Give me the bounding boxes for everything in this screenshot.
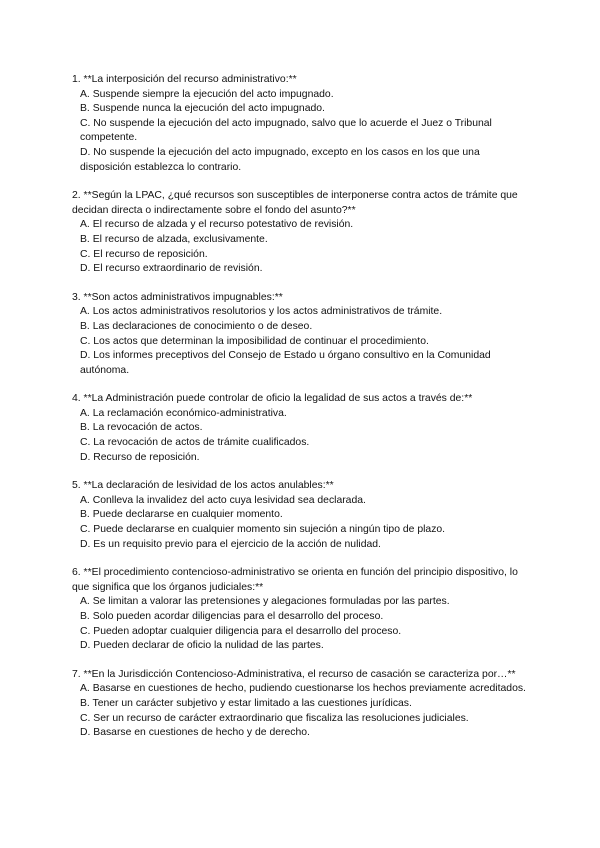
option-c: C. Puede declararse en cualquier momento sin sujeción a ningún tipo de plazo. (80, 524, 446, 536)
option-d: D. Es un requisito previo para el ejercicio de la acción de nulidad. (80, 538, 381, 550)
option-a: A. La reclamación económico-administrativa. (80, 407, 287, 419)
option-d: D. Recurso de reposición. (80, 451, 200, 463)
option-b: B. Las declaraciones de conocimiento o de deseo. (80, 320, 313, 332)
question-4 (72, 392, 532, 465)
option-b: B. Puede declararse en cualquier momento. (80, 509, 283, 521)
question-text: 4. **La Administración puede controlar de oficio la legalidad de sus actos a través de:** (72, 393, 473, 405)
option-d: D. El recurso extraordinario de revisión. (80, 263, 263, 275)
option-d: D. No suspende la ejecución del acto impugnado, excepto en los casos en los que una disposición establezca lo contrario. (80, 146, 480, 173)
option-d: D. Pueden declarar de oficio la nulidad de las partes. (80, 640, 324, 652)
option-b: B. Tener un carácter subjetivo y estar limitado a las cuestiones jurídicas. (80, 697, 412, 709)
option-b: B. Suspende nunca la ejecución del acto impugnado. (80, 103, 325, 115)
option-a: A. Los actos administrativos resolutorios y los actos administrativos de trámite. (80, 306, 443, 318)
question-text: 1. **La interposición del recurso administrativo:** (72, 74, 297, 85)
question-3 (72, 291, 532, 379)
option-c: C. Ser un recurso de carácter extraordinario que fiscaliza las resoluciones judiciales. (80, 712, 469, 724)
option-c: C. La revocación de actos de trámite cualificados. (80, 437, 310, 449)
question-text: 7. **En la Jurisdicción Contencioso-Administrativa, el recurso de casación se caracteriza por…** (72, 668, 516, 680)
question-7 (72, 668, 532, 741)
option-d: D. Los informes preceptivos del Consejo de Estado u órgano consultivo en la Comunidad autónoma. (80, 350, 491, 376)
option-c: C. Los actos que determinan la imposibilidad de continuar el procedimiento. (80, 335, 429, 347)
question-2 (72, 189, 532, 277)
question-text: 2. **Según la LPAC, ¿qué recursos son susceptibles de interponerse contra actos de trámite que decidan directa o indirectamente sobre el fondo del asunto?** (72, 190, 518, 216)
option-c: C. No suspende la ejecución del acto impugnado, salvo que lo acuerde el Juez o Tribunal competente. (80, 117, 492, 144)
question-text: 5. **La declaración de lesividad de los actos anulables:** (72, 480, 334, 492)
option-a: A. Conlleva la invalidez del acto cuya lesividad sea declarada. (80, 494, 366, 506)
option-c: C. El recurso de reposición. (80, 248, 208, 260)
question-text: 6. **El procedimiento contencioso-administrativo se orienta en función del principio dispositivo, lo que significa que los órganos judiciales:** (72, 567, 518, 593)
question-6 (72, 566, 532, 654)
option-a: A. Se limitan a valorar las pretensiones y alegaciones formuladas por las partes. (80, 596, 450, 608)
option-b: B. Solo pueden acordar diligencias para el desarrollo del proceso. (80, 611, 384, 622)
question-5 (72, 479, 532, 552)
option-a: A. El recurso de alzada y el recurso potestativo de revisión. (80, 219, 354, 231)
option-b: B. El recurso de alzada, exclusivamente. (80, 233, 268, 245)
option-a: A. Basarse en cuestiones de hecho, pudiendo cuestionarse los hechos previamente acreditados. (80, 683, 526, 695)
question-text: 3. **Son actos administrativos impugnables:** (72, 291, 283, 303)
option-b: B. La revocación de actos. (80, 422, 203, 434)
option-a: A. Suspende siempre la ejecución del acto impugnado. (80, 88, 334, 100)
question-1 (72, 73, 532, 175)
option-c: C. Pueden adoptar cualquier diligencia para el desarrollo del proceso. (80, 625, 402, 637)
question-list (72, 73, 532, 755)
option-d: D. Basarse en cuestiones de hecho y de derecho. (80, 727, 310, 739)
